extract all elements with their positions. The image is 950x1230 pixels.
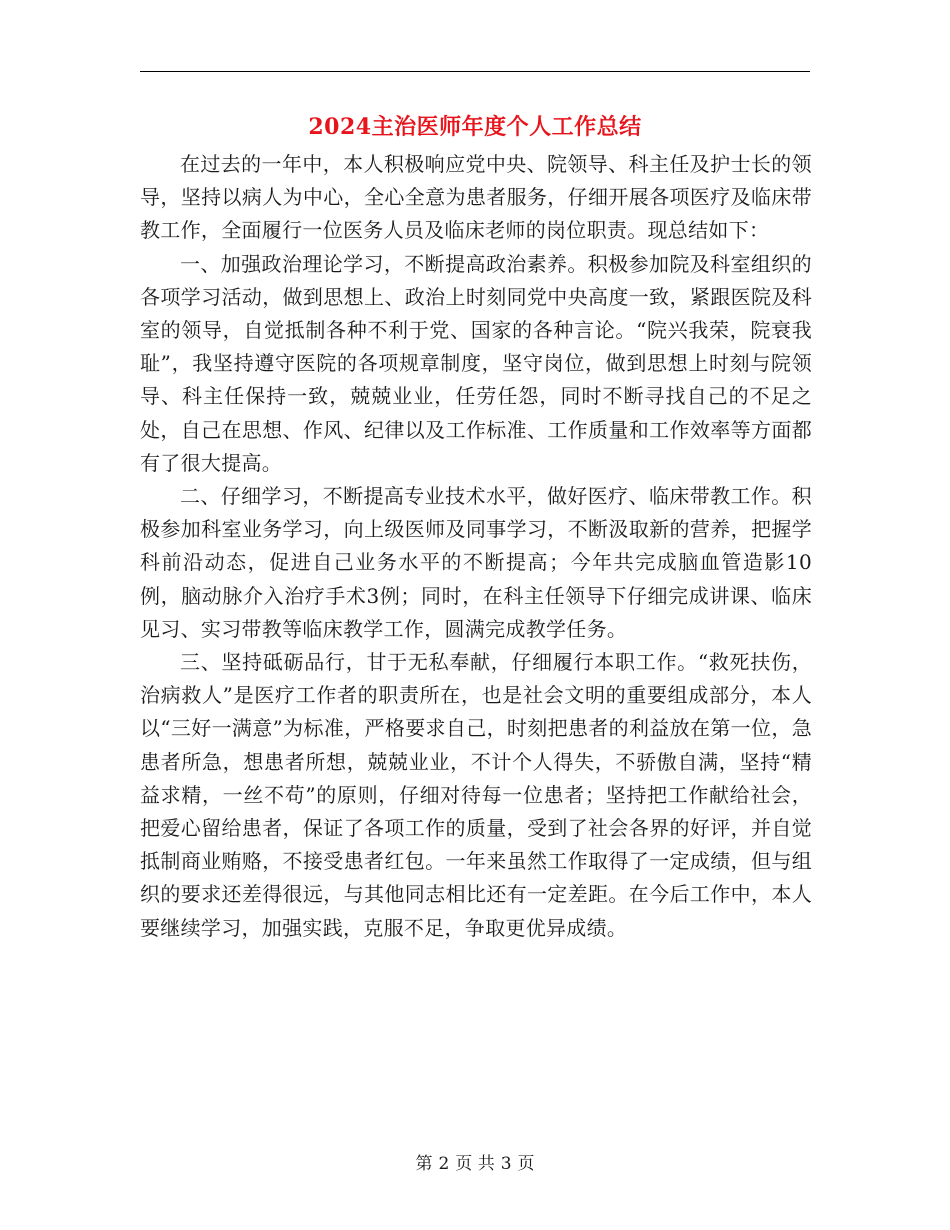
footer-suffix: 页 (517, 1154, 535, 1174)
paragraph-conduct: 三、坚持砥砺品行，甘于无私奉献，仔细履行本职工作。“救死扶伤，治病救人”是医疗工作者的职责所在，也是社会文明的重要组成部分，本人以“三好一满意”为标准，严格要求自己，时刻把患者的利益放在第一位，急患者所急，想患者所想，兢兢业业，不计个人得失，不骄傲自满，坚持“精益求精，一丝不苟”的原则，仔细对待每一位患者；坚持把工作献给社会，把爱心留给患者，保证了各项工作的质量，受到了社会各界的好评，并自觉抵制商业贿赂，不接受患者红包。一年来虽然工作取得了一定成绩，但与组织的要求还差得很远，与其他同志相比还有一定差距。在今后工作中，本人要继续学习，加强实践，克服不足，争取更优异成绩。 (140, 650, 812, 940)
paragraph-skills: 二、仔细学习，不断提高专业技术水平，做好医疗、临床带教工作。积极参加科室业务学习，向上级医师及同事学习，不断汲取新的营养，把握学科前沿动态，促进自己业务水平的不断提高；今年共完成脑血管造影10例，脑动脉介入治疗手术3例；同时，在科主任领导下仔细完成讲课、临床见习、实习带教等临床教学工作，圆满完成教学任务。 (140, 484, 812, 641)
paragraph-intro: 在过去的一年中，本人积极响应党中央、院领导、科主任及护士长的领导，坚持以病人为中心，全心全意为患者服务，仔细开展各项医疗及临床带教工作，全面履行一位医务人员及临床老师的岗位职责。现总结如下： (140, 152, 812, 243)
paragraph-politics: 一、加强政治理论学习，不断提高政治素养。积极参加院及科室组织的各项学习活动，做到思想上、政治上时刻同党中央高度一致，紧跟医院及科室的领导，自觉抵制各种不利于党、国家的各种言论。“院兴我荣，院衰我耻”，我坚持遵守医院的各项规章制度，坚守岗位，做到思想上时刻与院领导、科主任保持一致，兢兢业业，任劳任怨，同时不断寻找自己的不足之处，自己在思想、作风、纪律以及工作标准、工作质量和工作效率等方面都有了很大提高。 (140, 251, 812, 475)
document-body (140, 148, 812, 945)
page-footer (0, 1152, 950, 1176)
footer-middle: 页 共 (455, 1154, 495, 1174)
header-rule (140, 71, 810, 72)
document-title: 2024主治医师年度个人工作总结 (308, 114, 642, 140)
footer-total-pages: 3 (500, 1154, 512, 1174)
footer-page-number: 2 (438, 1154, 450, 1174)
footer-prefix: 第 (415, 1154, 433, 1174)
